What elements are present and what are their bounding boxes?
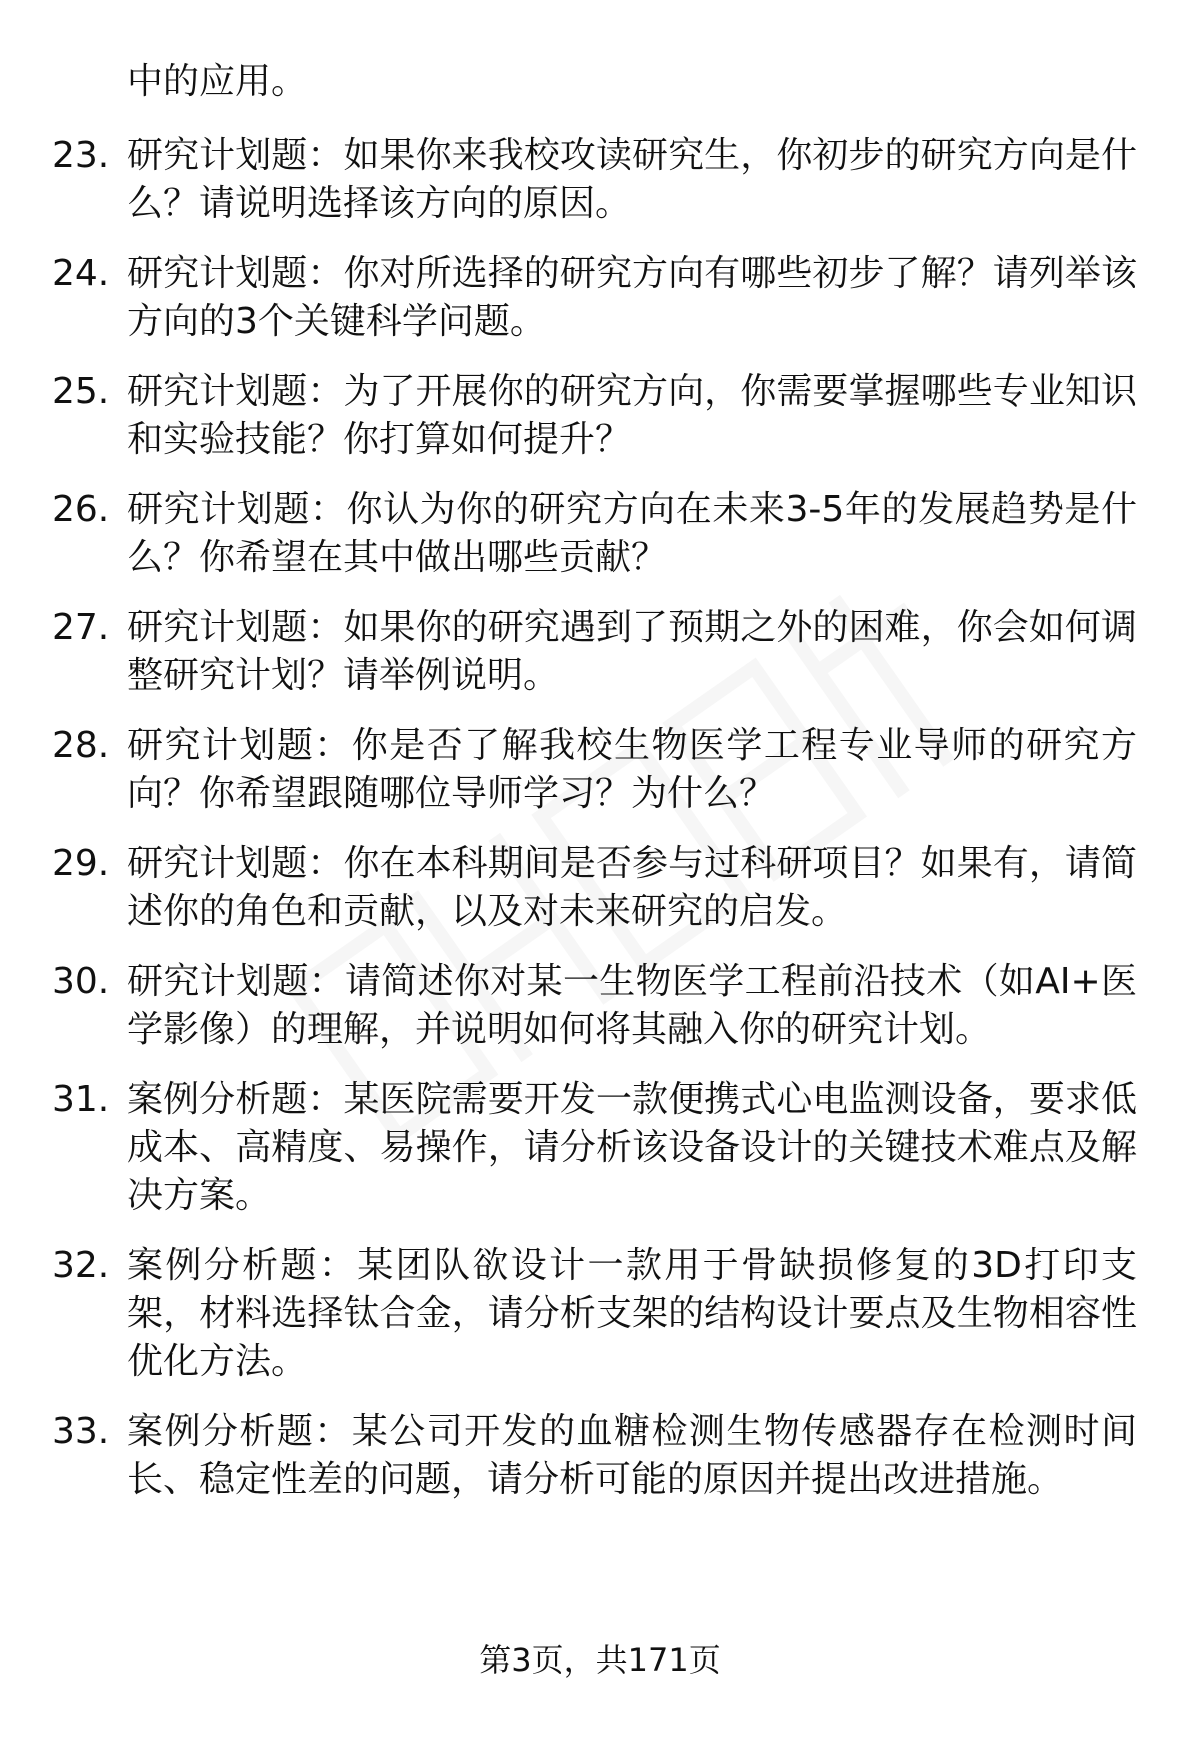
question-number: 32. (52, 1245, 110, 1286)
question-text: 研究计划题：如果你的研究遇到了预期之外的困难，你会如何调整研究计划？请举例说明。 (127, 607, 1137, 696)
question-number: 28. (52, 725, 110, 766)
question-number: 29. (52, 843, 110, 884)
question-text: 案例分析题：某团队欲设计一款用于骨缺损修复的3D打印支架，材料选择钛合金，请分析支架的结构设计要点及生物相容性优化方法。 (127, 1245, 1137, 1382)
question-text: 案例分析题：某医院需要开发一款便携式心电监测设备，要求低成本、高精度、易操作，请分析该设备设计的关键技术难点及解决方案。 (127, 1079, 1137, 1216)
question-text: 研究计划题：你对所选择的研究方向有哪些初步了解？请列举该方向的3个关键科学问题。 (127, 253, 1137, 342)
question-text: 研究计划题：你是否了解我校生物医学工程专业导师的研究方向？你希望跟随哪位导师学习？为什么？ (127, 725, 1137, 814)
question-text: 研究计划题：你在本科期间是否参与过科研项目？如果有，请简述你的角色和贡献，以及对未来研究的启发。 (127, 843, 1137, 932)
question-number: 26. (52, 489, 110, 530)
question-text: 研究计划题：为了开展你的研究方向，你需要掌握哪些专业知识和实验技能？你打算如何提升？ (127, 371, 1137, 460)
question-number: 25. (52, 371, 110, 412)
question-number: 33. (52, 1411, 110, 1452)
question-number: 24. (52, 253, 110, 294)
question-text: 研究计划题：请简述你对某一生物医学工程前沿技术（如AI+医学影像）的理解，并说明如何将其融入你的研究计划。 (127, 961, 1137, 1050)
continuation-text: 中的应用。 (127, 61, 308, 102)
page-footer: 第3页，共171页 (479, 1641, 721, 1679)
question-number: 23. (52, 135, 110, 176)
question-text: 研究计划题：你认为你的研究方向在未来3-5年的发展趋势是什么？你希望在其中做出哪些贡献？ (127, 489, 1137, 578)
question-number: 31. (52, 1079, 110, 1120)
question-number: 27. (52, 607, 110, 648)
question-text: 案例分析题：某公司开发的血糖检测生物传感器存在检测时间长、稳定性差的问题，请分析可能的原因并提出改进措施。 (127, 1411, 1137, 1500)
question-number: 30. (52, 961, 110, 1002)
question-text: 研究计划题：如果你来我校攻读研究生，你初步的研究方向是什么？请说明选择该方向的原因。 (127, 135, 1137, 224)
